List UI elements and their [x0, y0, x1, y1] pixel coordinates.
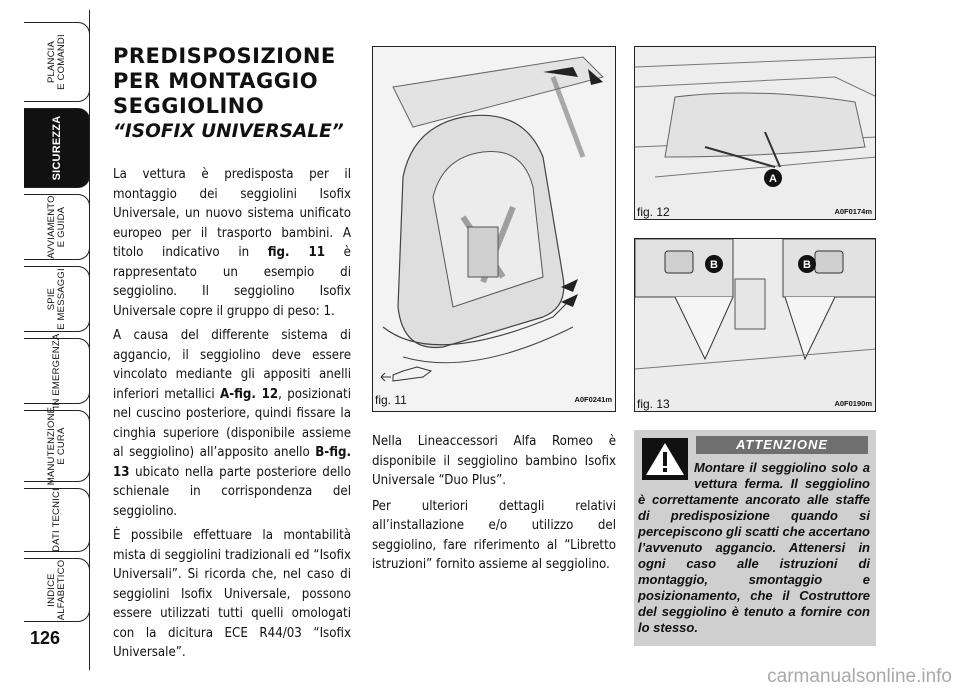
paragraph — [113, 326, 351, 521]
figure-reference[interactable]: B-fig. 13 — [113, 445, 351, 480]
text-run: A causa del differente sistema di aggancio, il seggiolino deve essere vincolato mediante gli appositi anelli inferiori metallici — [113, 328, 351, 402]
tab-label: IN EMERGENZA — [50, 333, 62, 409]
chapter-sidebar — [0, 0, 96, 692]
text-run: , posizionati nel cuscino posteriore, quindi fissare la cinghia superiore (disponibile assieme al seggiolino) all’apposito anello — [113, 386, 351, 460]
icon-spacer — [638, 460, 694, 492]
tab-indice-alfabetico[interactable] — [24, 558, 90, 622]
paragraph — [113, 165, 351, 321]
tab-label: SPIE E MESSAGGI — [45, 268, 67, 330]
tab-manutenzione-e-cura[interactable] — [24, 406, 90, 486]
warning-text-block — [638, 460, 870, 636]
tab-in-emergenza[interactable] — [24, 333, 90, 409]
tab-label: MANUTENZIONE E CURA — [45, 406, 67, 486]
anchor-marker-a: A — [769, 173, 777, 185]
child-seat-illustration — [373, 47, 616, 412]
title-line: PER MONTAGGIO — [113, 69, 319, 93]
tab-label: DATI TECNICI — [50, 488, 62, 552]
sidebar-divider — [89, 10, 90, 670]
figure-reference[interactable]: fig. 11 — [267, 245, 326, 260]
tab-avviamento-e-guida[interactable] — [24, 194, 90, 260]
paragraph: È possibile effettuare la montabilità mista di seggiolini tradizionali ed “Isofix Universali”. Si ricorda che, nel caso di seggiolini Isofix Universale, possono essere utilizzati tutti quelli omologati con la dicitura ECE R44/03 “Isofix Universale”. — [113, 528, 351, 660]
tab-spie-e-messaggi[interactable] — [24, 266, 90, 332]
text-run: La vettura è predisposta per il montaggio dei seggiolini Isofix Universale, un nuovo sistema unificato europeo per il trasporto bambini. A titolo indicativo in — [113, 167, 351, 260]
figure-label: fig. 12 — [637, 205, 670, 219]
tab-label: SICUREZZA — [50, 115, 63, 181]
paragraph: Per ulteriori dettagli relativi all’installazione e/o utilizzo del seggiolino, fare riferimento al “Libretto istruzioni” fornito assieme al seggiolino. — [372, 498, 616, 572]
figure-reference[interactable]: A-fig. 12 — [220, 386, 279, 402]
body-text-column-2 — [372, 432, 616, 581]
watermark: carmanualsonline.info — [767, 666, 952, 687]
tab-label: INDICE ALFABETICO — [45, 559, 67, 621]
rear-seat-anchors-illustration — [635, 47, 876, 220]
figure-label: fig. 11 — [375, 393, 407, 407]
text-run: ubicato nella parte posteriore dello schienale in corrispondenza del seggiolino. — [113, 464, 351, 519]
seat-back-anchor-illustration — [635, 239, 876, 412]
warning-text: Montare il seggiolino solo a vettura ferma. Il seggiolino è correttamente ancorato alle staffe di predisposizione quando si percepiscono gli scatti che accertano l’avvenuto aggancio. Attenersi in ogni caso alle istruzioni di montaggio, smontaggio e posizionamento, che il Costruttore del seggiolino è tenuto a fornire con lo stesso. — [638, 460, 870, 635]
figure-child-seat — [372, 46, 616, 412]
figure-top-tether-anchor — [634, 238, 876, 412]
body-text-column-1 — [113, 165, 351, 668]
title-line: “ISOFIX UNIVERSALE” — [113, 121, 344, 142]
text-run: è rappresentato un esempio di seggiolino. Il seggiolino Isofix Universale copre il gruppo di peso: 1. — [113, 245, 351, 319]
anchor-marker-b-right: B — [803, 259, 811, 271]
tab-dati-tecnici[interactable] — [24, 488, 90, 552]
warning-header: ATTENZIONE — [696, 436, 868, 454]
figure-isofix-anchors — [634, 46, 876, 220]
figure-code: A0F0241m — [574, 395, 612, 404]
page-number: 126 — [30, 628, 61, 648]
title-line: SEGGIOLINO — [113, 94, 265, 118]
warning-box — [634, 430, 876, 646]
figure-label: fig. 13 — [637, 397, 670, 411]
figure-code: A0F0174m — [834, 207, 872, 216]
tab-plancia-e-comandi[interactable] — [24, 22, 90, 102]
page-title — [113, 44, 373, 144]
tab-sicurezza[interactable] — [24, 108, 90, 188]
paragraph: Nella Lineaccessori Alfa Romeo è disponibile il seggiolino bambino Isofix Universale “Duo Plus”. — [372, 434, 616, 488]
tab-label: PLANCIA E COMANDI — [45, 34, 67, 90]
title-line: PREDISPOSIZIONE — [113, 44, 336, 68]
figure-code: A0F0190m — [834, 399, 872, 408]
tab-label: AVVIAMENTO E GUIDA — [45, 195, 67, 259]
anchor-marker-b-left: B — [710, 259, 718, 271]
